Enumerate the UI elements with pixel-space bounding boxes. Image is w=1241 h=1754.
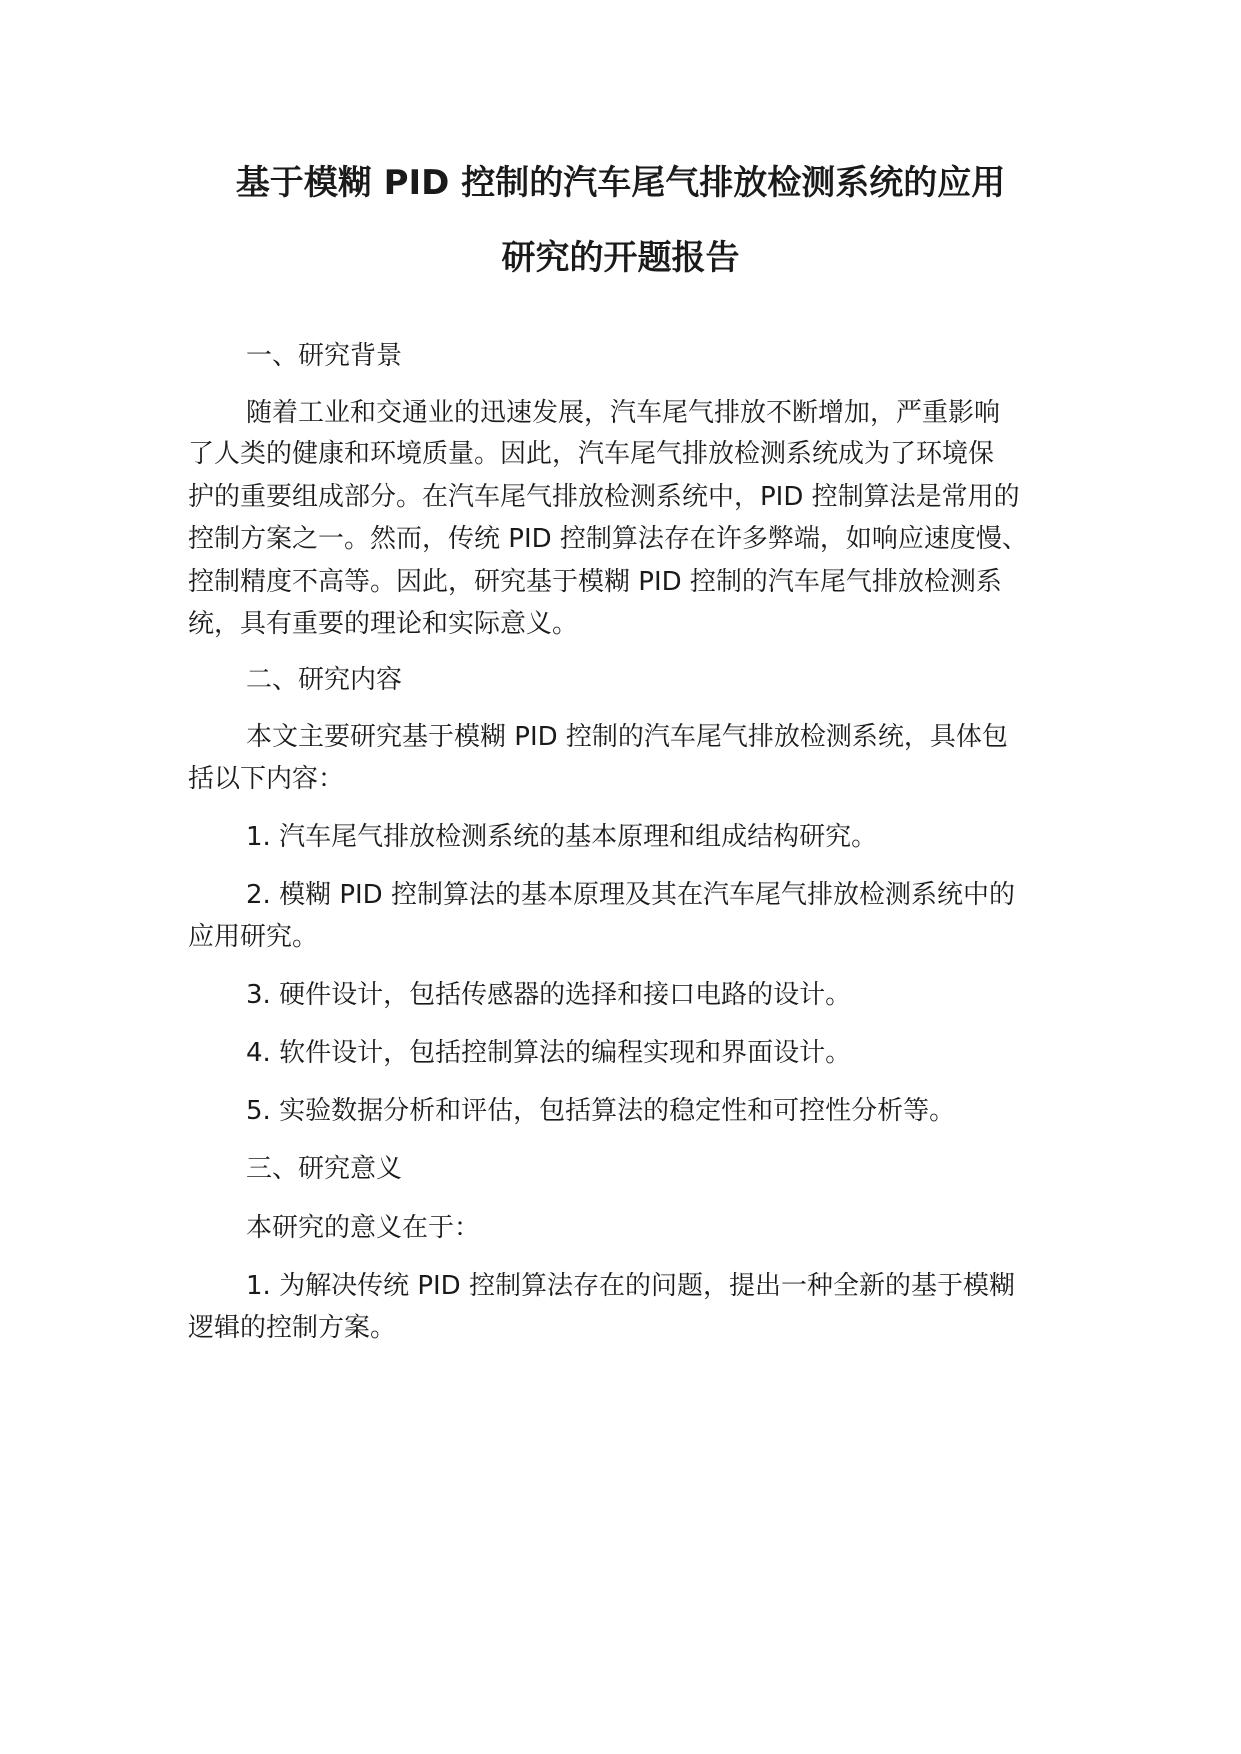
content-list-item-1: 1. 汽车尾气排放检测系统的基本原理和组成结构研究。: [246, 822, 878, 852]
background-paragraph-line: 统，具有重要的理论和实际意义。: [188, 609, 579, 639]
content-list-item-4: 4. 软件设计，包括控制算法的编程实现和界面设计。: [246, 1038, 852, 1068]
document-title-line-2: 研究的开题报告: [501, 238, 740, 278]
background-paragraph-line: 了人类的健康和环境质量。因此，汽车尾气排放检测系统成为了环境保: [188, 439, 995, 469]
section-heading-content: 二、研究内容: [246, 665, 403, 695]
background-paragraph-line: 护的重要组成部分。在汽车尾气排放检测系统中，PID 控制算法是常用的: [188, 482, 1020, 512]
content-intro-line: 括以下内容：: [188, 764, 345, 794]
significance-list-item-1-continued: 逻辑的控制方案。: [188, 1313, 397, 1343]
content-list-item-2-continued: 应用研究。: [188, 922, 319, 952]
section-heading-background: 一、研究背景: [246, 341, 403, 371]
content-list-item-2: 2. 模糊 PID 控制算法的基本原理及其在汽车尾气排放检测系统中的: [246, 880, 1015, 910]
content-list-item-5: 5. 实验数据分析和评估，包括算法的稳定性和可控性分析等。: [246, 1096, 956, 1126]
significance-intro: 本研究的意义在于：: [246, 1213, 481, 1243]
significance-list-item-1: 1. 为解决传统 PID 控制算法存在的问题，提出一种全新的基于模糊: [246, 1271, 1015, 1301]
content-list-item-3: 3. 硬件设计，包括传感器的选择和接口电路的设计。: [246, 980, 852, 1010]
document-title-line-1: 基于模糊 PID 控制的汽车尾气排放检测系统的应用: [235, 163, 1006, 203]
section-heading-significance: 三、研究意义: [246, 1154, 403, 1184]
background-paragraph-line: 控制方案之一。然而，传统 PID 控制算法存在许多弊端，如响应速度慢、: [188, 524, 1028, 554]
content-intro-line: 本文主要研究基于模糊 PID 控制的汽车尾气排放检测系统，具体包: [246, 722, 1008, 752]
background-paragraph-line: 随着工业和交通业的迅速发展，汽车尾气排放不断增加，严重影响: [246, 398, 1001, 428]
background-paragraph-line: 控制精度不高等。因此，研究基于模糊 PID 控制的汽车尾气排放检测系: [188, 567, 1002, 597]
